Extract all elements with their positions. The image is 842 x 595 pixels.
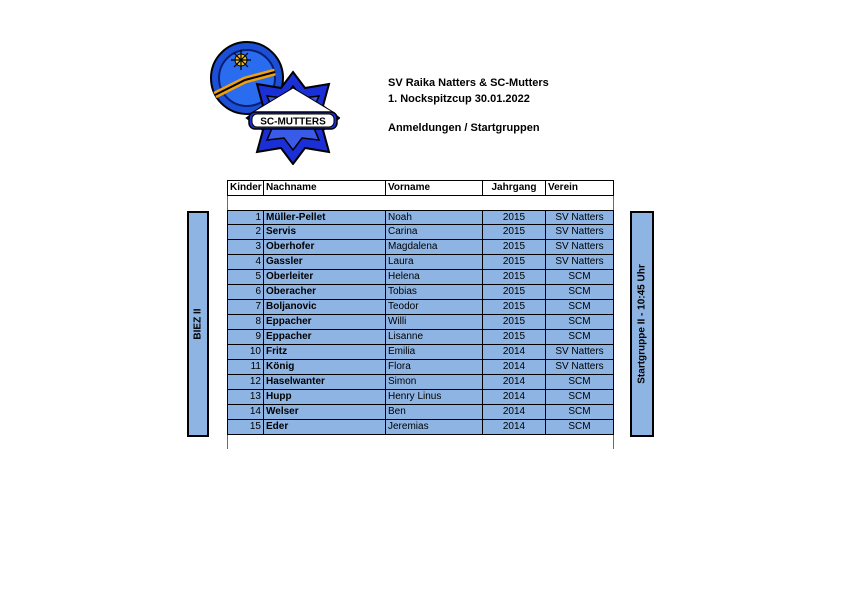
cell-year: 2015 bbox=[483, 225, 546, 239]
table-row bbox=[227, 330, 614, 345]
cell-year: 2015 bbox=[483, 270, 546, 284]
cell-firstname: Noah bbox=[386, 211, 483, 224]
cell-club: SCM bbox=[546, 420, 614, 434]
cell-number: 13 bbox=[227, 390, 264, 404]
cell-year: 2015 bbox=[483, 285, 546, 299]
cell-club: SCM bbox=[546, 315, 614, 329]
group-label: BIEZ II bbox=[192, 308, 204, 340]
cell-number: 9 bbox=[227, 330, 264, 344]
table-row bbox=[227, 360, 614, 375]
cell-firstname: Teodor bbox=[386, 300, 483, 314]
table-row bbox=[227, 255, 614, 270]
cell-year: 2015 bbox=[483, 315, 546, 329]
cell-lastname: Eppacher bbox=[264, 330, 386, 344]
table-row bbox=[227, 420, 614, 435]
cell-lastname: Welser bbox=[264, 405, 386, 419]
cell-year: 2015 bbox=[483, 330, 546, 344]
cell-club: SCM bbox=[546, 300, 614, 314]
cell-number: 3 bbox=[227, 240, 264, 254]
cell-number: 14 bbox=[227, 405, 264, 419]
col-kinder: Kinder bbox=[227, 181, 264, 195]
cell-club: SCM bbox=[546, 375, 614, 389]
cell-year: 2014 bbox=[483, 420, 546, 434]
cell-firstname: Simon bbox=[386, 375, 483, 389]
section-title: Anmeldungen / Startgruppen bbox=[388, 122, 540, 134]
table-row bbox=[227, 240, 614, 255]
cell-lastname: Boljanovic bbox=[264, 300, 386, 314]
table-row bbox=[227, 285, 614, 300]
cell-lastname: Oberacher bbox=[264, 285, 386, 299]
table-tail bbox=[227, 435, 614, 449]
cell-number: 7 bbox=[227, 300, 264, 314]
cell-lastname: Haselwanter bbox=[264, 375, 386, 389]
sc-mutters-logo bbox=[205, 40, 340, 165]
cell-firstname: Magdalena bbox=[386, 240, 483, 254]
table-row bbox=[227, 210, 614, 225]
cell-number: 2 bbox=[227, 225, 264, 239]
cell-year: 2014 bbox=[483, 360, 546, 374]
registration-table bbox=[227, 180, 614, 449]
event-subtitle: 1. Nockspitzcup 30.01.2022 bbox=[388, 93, 530, 105]
cell-year: 2015 bbox=[483, 240, 546, 254]
table-row bbox=[227, 375, 614, 390]
col-verein: Verein bbox=[546, 181, 614, 195]
cell-firstname: Carina bbox=[386, 225, 483, 239]
cell-lastname: Hupp bbox=[264, 390, 386, 404]
cell-club: SV Natters bbox=[546, 211, 614, 224]
cell-lastname: Eppacher bbox=[264, 315, 386, 329]
logo-text: SC-MUTTERS bbox=[260, 116, 326, 128]
cell-club: SCM bbox=[546, 390, 614, 404]
event-title: SV Raika Natters & SC-Mutters bbox=[388, 77, 549, 89]
table-row bbox=[227, 300, 614, 315]
cell-year: 2014 bbox=[483, 405, 546, 419]
col-vorname: Vorname bbox=[386, 181, 483, 195]
cell-firstname: Lisanne bbox=[386, 330, 483, 344]
cell-number: 10 bbox=[227, 345, 264, 359]
cell-number: 8 bbox=[227, 315, 264, 329]
cell-club: SCM bbox=[546, 270, 614, 284]
cell-club: SV Natters bbox=[546, 240, 614, 254]
cell-year: 2015 bbox=[483, 211, 546, 224]
table-header bbox=[227, 180, 614, 196]
cell-lastname: Gassler bbox=[264, 255, 386, 269]
cell-firstname: Ben bbox=[386, 405, 483, 419]
cell-lastname: Fritz bbox=[264, 345, 386, 359]
cell-firstname: Jeremias bbox=[386, 420, 483, 434]
cell-firstname: Tobias bbox=[386, 285, 483, 299]
cell-year: 2014 bbox=[483, 375, 546, 389]
cell-lastname: König bbox=[264, 360, 386, 374]
cell-number: 15 bbox=[227, 420, 264, 434]
cell-year: 2014 bbox=[483, 345, 546, 359]
table-row bbox=[227, 390, 614, 405]
table-spacer bbox=[227, 196, 614, 210]
cell-year: 2015 bbox=[483, 300, 546, 314]
cell-year: 2014 bbox=[483, 390, 546, 404]
cell-number: 6 bbox=[227, 285, 264, 299]
cell-lastname: Servis bbox=[264, 225, 386, 239]
cell-number: 12 bbox=[227, 375, 264, 389]
cell-club: SV Natters bbox=[546, 225, 614, 239]
start-group-label: Startgruppe II - 10:45 Uhr bbox=[636, 264, 648, 384]
cell-club: SCM bbox=[546, 285, 614, 299]
table-row bbox=[227, 225, 614, 240]
cell-number: 11 bbox=[227, 360, 264, 374]
table-row bbox=[227, 270, 614, 285]
cell-lastname: Oberhofer bbox=[264, 240, 386, 254]
cell-club: SCM bbox=[546, 405, 614, 419]
cell-club: SV Natters bbox=[546, 255, 614, 269]
cell-firstname: Helena bbox=[386, 270, 483, 284]
cell-number: 4 bbox=[227, 255, 264, 269]
table-row bbox=[227, 345, 614, 360]
col-nachname: Nachname bbox=[264, 181, 386, 195]
start-group-box bbox=[630, 211, 654, 437]
cell-year: 2015 bbox=[483, 255, 546, 269]
cell-firstname: Emilia bbox=[386, 345, 483, 359]
cell-lastname: Eder bbox=[264, 420, 386, 434]
cell-firstname: Henry Linus bbox=[386, 390, 483, 404]
cell-club: SV Natters bbox=[546, 360, 614, 374]
cell-firstname: Laura bbox=[386, 255, 483, 269]
cell-number: 5 bbox=[227, 270, 264, 284]
table-body bbox=[227, 210, 614, 435]
col-jahrgang: Jahrgang bbox=[483, 181, 546, 195]
cell-club: SV Natters bbox=[546, 345, 614, 359]
table-row bbox=[227, 315, 614, 330]
cell-firstname: Flora bbox=[386, 360, 483, 374]
group-label-box bbox=[187, 211, 209, 437]
cell-lastname: Oberleiter bbox=[264, 270, 386, 284]
cell-firstname: Willi bbox=[386, 315, 483, 329]
cell-lastname: Müller-Pellet bbox=[264, 211, 386, 224]
table-row bbox=[227, 405, 614, 420]
cell-club: SCM bbox=[546, 330, 614, 344]
cell-number: 1 bbox=[227, 211, 264, 224]
